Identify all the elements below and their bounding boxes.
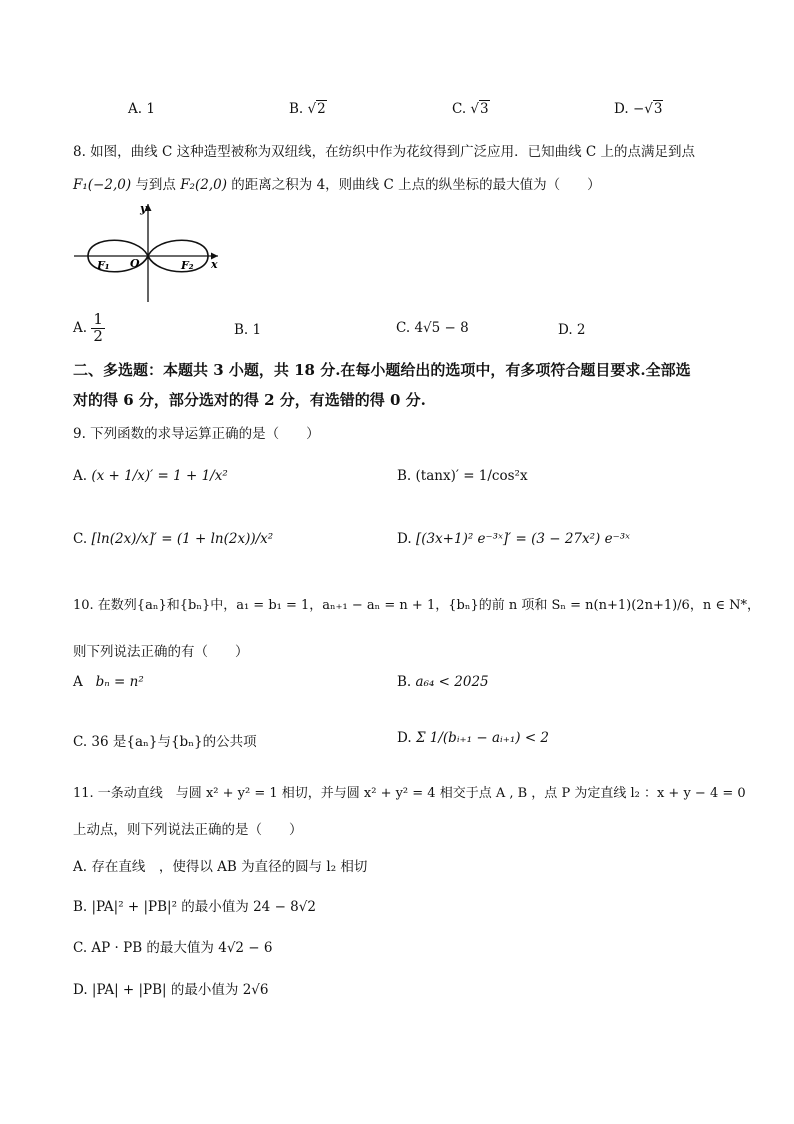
q9-option-c [73, 531, 273, 547]
q8-mid-text: 与到点 [135, 177, 176, 193]
q10-option-b-expr: a₆₄ < 2025 [415, 674, 489, 690]
x-axis-label: x [211, 258, 218, 271]
q7-option-a: A. 1 [128, 101, 155, 117]
q7-option-c: C. √3 [452, 101, 489, 117]
q8-tail-text: 的距离之积为 4，则曲线 C 上点的纵坐标的最大值为（ ） [231, 177, 601, 193]
q10-option-d-expr: Σ 1/(bᵢ₊₁ − aᵢ₊₁) < 2 [415, 730, 550, 746]
q7-option-b: B. √2 [289, 101, 326, 117]
q7-option-d: D. −√3 [614, 101, 663, 117]
q10-option-b [397, 674, 489, 690]
q9-option-d [397, 531, 630, 547]
y-axis-label: y [140, 202, 147, 215]
q9-option-b-expr: (tanx)′ = 1/cos²x [415, 468, 528, 484]
q11-option-b: B. |PA|² + |PB|² 的最小值为 24 − 8√2 [73, 899, 316, 915]
q10-option-d [397, 730, 549, 746]
q10-option-a-label: A [73, 674, 83, 690]
q8-option-a-label: A. [73, 319, 88, 336]
q7-option-b-value: 2 [317, 101, 326, 117]
q11-option-d: D. |PA| + |PB| 的最小值为 2√6 [73, 982, 269, 998]
q11-stem-line2: 上动点，则下列说法正确的是（ ） [73, 822, 303, 838]
q9-option-a-expr: (x + 1/x)′ = 1 + 1/x² [91, 468, 228, 484]
q8-option-c-label: C. [396, 320, 411, 336]
q7-option-d-sign: − [632, 101, 645, 117]
q10-stem-line2: 则下列说法正确的有（ ） [73, 644, 249, 660]
q8-point-f1: F₁(−2,0) [73, 177, 132, 193]
q8-point-f2: F₂(2,0) [180, 177, 227, 193]
q9-option-a [73, 468, 228, 484]
q7-option-c-value: 3 [480, 101, 489, 117]
q8-option-c [396, 320, 469, 336]
q8-option-c-value: 4√5 − 8 [414, 320, 469, 336]
q8-option-a-numerator: 1 [93, 310, 103, 328]
q7-option-b-label: B. [289, 101, 304, 117]
f1-label: F₁ [97, 259, 110, 272]
section2-heading-line2: 对的得 6 分，部分选对的得 2 分，有选错的得 0 分. [73, 391, 426, 409]
q9-option-d-expr: [(3x+1)² e⁻³ˣ]′ = (3 − 27x²) e⁻³ˣ [415, 531, 630, 547]
q9-option-d-label: D. [397, 531, 412, 547]
q10-option-a-expr: bₙ = n² [95, 674, 144, 690]
q7-option-d-value: 3 [653, 101, 663, 117]
q8-option-d: D. 2 [558, 322, 586, 338]
q8-option-a-denominator: 2 [93, 326, 103, 345]
q8-stem-line2 [73, 173, 601, 193]
q8-option-b: B. 1 [234, 322, 262, 338]
q10-option-c: C. 36 是{aₙ}与{bₙ}的公共项 [73, 734, 257, 750]
q8-option-a-fraction [91, 312, 105, 345]
q9-option-c-expr: [ln(2x)/x]′ = (1 + ln(2x))/x² [91, 531, 274, 547]
origin-label: O [130, 257, 140, 270]
q9-option-a-label: A. [73, 468, 88, 484]
f2-label: F₂ [181, 259, 194, 272]
q8-option-a [73, 312, 105, 345]
q9-option-c-label: C. [73, 531, 88, 547]
q9-stem: 9. 下列函数的求导运算正确的是（ ） [73, 426, 320, 442]
q11-stem: 11. 一条动直线 与圆 x² + y² = 1 相切，并与圆 x² + y² = 4 相交于点 A , B ，点 P 为定直线 l₂ ：x + y − 4 = 0 [73, 786, 746, 801]
q11-option-c: C. AP · PB 的最大值为 4√2 − 6 [73, 940, 273, 956]
q9-option-b [397, 468, 528, 484]
q11-option-a: A. 存在直线 ，使得以 AB 为直径的圆与 l₂ 相切 [73, 859, 368, 875]
q10-option-a [73, 674, 144, 690]
q9-option-b-label: B. [397, 468, 412, 484]
q10-option-d-label: D. [397, 730, 412, 746]
section2-heading-line1: 二、多选题：本题共 3 小题，共 18 分.在每小题给出的选项中，有多项符合题目要求.全部选 [73, 361, 691, 379]
q10-stem: 10. 在数列{aₙ}和{bₙ}中，a₁ = b₁ = 1，aₙ₊₁ − aₙ = n + 1，{bₙ}的前 n 项和 Sₙ = n(n+1)(2n+1)/6，n ∈ N*， [73, 598, 760, 613]
lemniscate-figure [72, 200, 222, 304]
q7-option-d-label: D. [614, 101, 629, 117]
q7-option-c-label: C. [452, 101, 467, 117]
q10-option-b-label: B. [397, 674, 412, 690]
q8-stem-line1: 8. 如图，曲线 C 这种造型被称为双纽线，在纺织中作为花纹得到广泛应用．已知曲线 C 上的点满足到点 [73, 144, 695, 160]
